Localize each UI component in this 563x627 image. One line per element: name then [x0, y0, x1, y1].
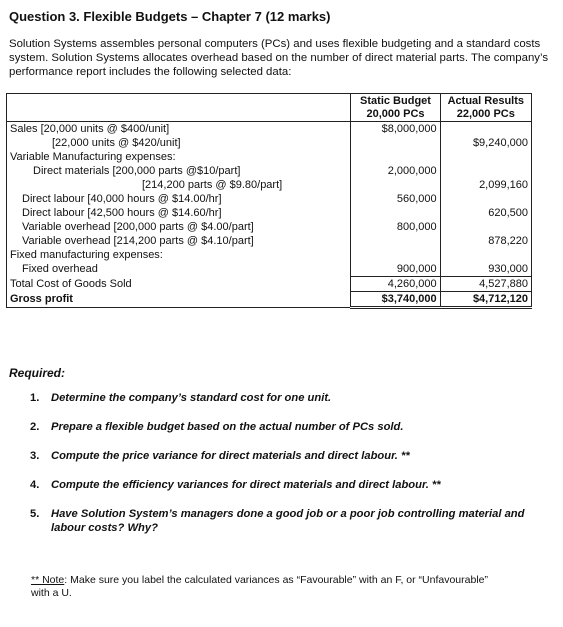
row-actual-value — [440, 164, 531, 178]
row-static-value — [351, 248, 440, 262]
list-item — [30, 391, 535, 405]
table-row — [7, 206, 532, 220]
header-actual-line1: Actual Results — [447, 94, 525, 107]
row-actual-value — [440, 248, 531, 262]
row-static-value: 560,000 — [351, 192, 440, 206]
row-actual-value: 878,220 — [440, 234, 531, 248]
row-actual-value — [440, 122, 531, 137]
question-title: Question 3. Flexible Budgets – Chapter 7 (12 marks) — [9, 9, 331, 24]
row-static-value — [351, 234, 440, 248]
row-label: [214,200 parts @ $9.80/part] — [7, 178, 351, 192]
row-actual-value: 4,527,880 — [440, 277, 531, 292]
row-actual-value — [440, 192, 531, 206]
row-label: Variable overhead [214,200 parts @ $4.10/part] — [7, 234, 351, 248]
table-row — [7, 234, 532, 248]
row-static-value: 2,000,000 — [351, 164, 440, 178]
row-label: Direct materials [200,000 parts @$10/part] — [7, 164, 351, 178]
table-row — [7, 136, 532, 150]
row-label: Fixed overhead — [7, 262, 351, 277]
row-actual-value — [440, 150, 531, 164]
variance-note — [31, 574, 491, 600]
requirement-text: Compute the efficiency variances for direct materials and direct labour. ** — [51, 479, 441, 491]
row-static-value — [351, 206, 440, 220]
requirement-number: 3. — [30, 450, 40, 462]
list-item — [30, 478, 535, 492]
requirement-number: 2. — [30, 421, 40, 433]
header-static-line2: 20,000 PCs — [366, 107, 425, 120]
row-label: Variable Manufacturing expenses: — [7, 150, 351, 164]
list-item — [30, 449, 535, 463]
row-static-value: 4,260,000 — [351, 277, 440, 292]
row-static-value: 800,000 — [351, 220, 440, 234]
row-label: Fixed manufacturing expenses: — [7, 248, 351, 262]
table-row — [7, 277, 532, 292]
row-actual-value: $9,240,000 — [440, 136, 531, 150]
row-static-value: $3,740,000 — [351, 292, 440, 308]
row-label: Total Cost of Goods Sold — [7, 277, 351, 292]
header-static-budget — [351, 94, 440, 122]
row-label: Gross profit — [7, 292, 351, 308]
header-static-line1: Static Budget — [360, 94, 431, 107]
table-row — [7, 122, 532, 137]
intro-paragraph: Solution Systems assembles personal computers (PCs) and uses flexible budgeting and a standard costs system. Solution Systems allocates overhead based on the number of direct material parts. The company’s performance report includes the following selected data: — [9, 38, 549, 78]
row-actual-value: 620,500 — [440, 206, 531, 220]
row-actual-value: 930,000 — [440, 262, 531, 277]
list-item — [30, 420, 535, 434]
row-actual-value — [440, 220, 531, 234]
note-text: : Make sure you label the calculated variances as “Favourable” with an F, or “Unfavourable” with a U. — [31, 574, 488, 599]
required-heading: Required: — [9, 366, 66, 380]
requirement-text: Have Solution System’s managers done a good job or a poor job controlling material and labour costs? Why? — [51, 508, 525, 534]
row-label: [22,000 units @ $420/unit] — [7, 136, 351, 150]
table-row — [7, 292, 532, 308]
table-row — [7, 262, 532, 277]
requirement-number: 5. — [30, 508, 40, 520]
row-static-value — [351, 178, 440, 192]
row-static-value — [351, 150, 440, 164]
requirement-number: 1. — [30, 392, 40, 404]
requirements-list — [30, 391, 535, 550]
header-actual-line2: 22,000 PCs — [456, 107, 515, 120]
table-header-row — [7, 94, 532, 122]
table-row — [7, 178, 532, 192]
requirement-number: 4. — [30, 479, 40, 491]
header-label-cell — [7, 94, 351, 122]
requirement-text: Prepare a flexible budget based on the actual number of PCs sold. — [51, 421, 404, 433]
table-row — [7, 248, 532, 262]
table-row — [7, 192, 532, 206]
row-actual-value: 2,099,160 — [440, 178, 531, 192]
header-actual-results — [440, 94, 531, 122]
row-label: Variable overhead [200,000 parts @ $4.00/part] — [7, 220, 351, 234]
row-static-value — [351, 136, 440, 150]
requirement-text: Compute the price variance for direct materials and direct labour. ** — [51, 450, 410, 462]
note-lead: ** Note — [31, 574, 65, 586]
requirement-text: Determine the company’s standard cost for one unit. — [51, 392, 332, 404]
performance-report-table — [6, 93, 532, 309]
row-static-value: $8,000,000 — [351, 122, 440, 137]
row-static-value: 900,000 — [351, 262, 440, 277]
row-label: Direct labour [42,500 hours @ $14.60/hr] — [7, 206, 351, 220]
table-row — [7, 164, 532, 178]
row-label: Sales [20,000 units @ $400/unit] — [7, 122, 351, 137]
table-row — [7, 150, 532, 164]
list-item — [30, 507, 535, 535]
row-label: Direct labour [40,000 hours @ $14.00/hr] — [7, 192, 351, 206]
table-row — [7, 220, 532, 234]
row-actual-value: $4,712,120 — [440, 292, 531, 308]
